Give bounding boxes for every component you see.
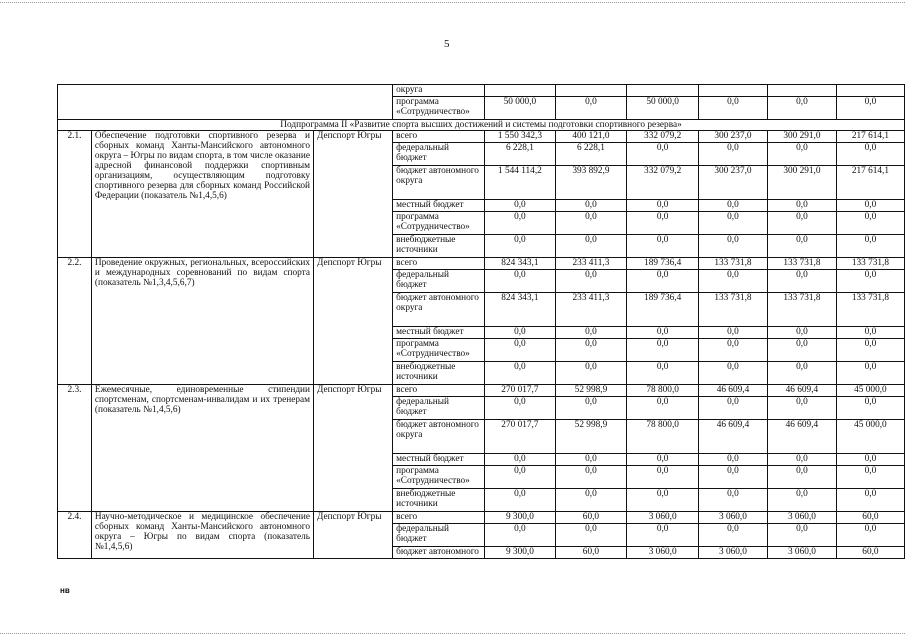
value-cell: 0,0: [767, 235, 836, 258]
value-cell: 0,0: [836, 97, 904, 120]
value-cell: 60,0: [836, 512, 904, 524]
value-cell: 332 079,2: [627, 166, 699, 200]
value-cell: 0,0: [555, 97, 627, 120]
table-row: [58, 85, 905, 97]
subprogram-title: Подпрограмма II «Развитие спорта высших достижений и системы подготовки спортивного резерва»: [58, 120, 905, 131]
table-row: [58, 258, 905, 270]
value-cell: 0,0: [767, 524, 836, 547]
value-cell: 133 731,8: [836, 258, 904, 270]
subprogram-row: [58, 120, 905, 131]
value-cell: 189 736,4: [627, 293, 699, 327]
table-row: [58, 131, 905, 143]
value-cell: 133 731,8: [767, 258, 836, 270]
value-cell: 0,0: [485, 339, 555, 362]
source-cell: внебюджетные источники: [393, 489, 485, 512]
value-cell: 0,0: [767, 270, 836, 293]
value-cell: 78 800,0: [627, 385, 699, 397]
value-cell: 0,0: [699, 524, 768, 547]
value-cell: 0,0: [627, 212, 699, 235]
value-cell: 52 998,9: [555, 385, 627, 397]
value-cell: 0,0: [699, 454, 768, 466]
value-cell: 60,0: [555, 547, 627, 559]
value-cell: 60,0: [836, 547, 904, 559]
value-cell: 0,0: [485, 362, 555, 385]
item-name: Проведение окружных, региональных, всероссийских и международных соревнований по видам спорта (показатель №1,3,4,5,6,7): [91, 258, 313, 385]
value-cell: 0,0: [555, 270, 627, 293]
value-cell: 0,0: [767, 397, 836, 420]
value-cell: 50 000,0: [485, 97, 555, 120]
page-number: 5: [444, 38, 450, 50]
value-cell: 0,0: [836, 270, 904, 293]
value-cell: 0,0: [555, 235, 627, 258]
value-cell: 9 300,0: [485, 547, 555, 559]
value-cell: 0,0: [627, 454, 699, 466]
value-cell: 0,0: [485, 327, 555, 339]
value-cell: 0,0: [485, 235, 555, 258]
value-cell: 0,0: [555, 212, 627, 235]
source-cell: бюджет автономного: [393, 547, 485, 559]
value-cell: 0,0: [627, 466, 699, 489]
item-name: Обеспечение подготовки спортивного резерва и сборных команд Ханты-Мансийского автономного округа – Югры по видам спорта, в том числе оказание адресной финансовой поддержки спортивным организациям, осуществляющим подготовку спортивного резерва для сборных команд Российской Федерации (показатель №1,4,5,6): [91, 131, 313, 258]
value-cell: 217 614,1: [836, 166, 904, 200]
source-cell: программа «Сотрудничество»: [393, 466, 485, 489]
value-cell: 0,0: [627, 235, 699, 258]
value-cell: 0,0: [767, 466, 836, 489]
item-name: Научно-методическое и медицинское обеспечение сборных команд Ханты-Мансийского автономного округа – Югры по видам спорта (показатель №1,4,5,6): [91, 512, 313, 559]
value-cell: [836, 85, 904, 97]
value-cell: 0,0: [767, 200, 836, 212]
value-cell: 217 614,1: [836, 131, 904, 143]
source-cell: внебюджетные источники: [393, 235, 485, 258]
value-cell: 0,0: [836, 454, 904, 466]
source-cell: федеральный бюджет: [393, 524, 485, 547]
value-cell: 46 609,4: [767, 420, 836, 454]
value-cell: 300 237,0: [699, 166, 768, 200]
value-cell: 300 291,0: [767, 166, 836, 200]
merged-blank-cell: [58, 85, 393, 120]
value-cell: 0,0: [627, 200, 699, 212]
value-cell: 0,0: [699, 235, 768, 258]
value-cell: 0,0: [767, 327, 836, 339]
value-cell: 0,0: [485, 397, 555, 420]
value-cell: 0,0: [836, 362, 904, 385]
value-cell: 0,0: [699, 397, 768, 420]
footer-mark: нв: [60, 586, 70, 595]
value-cell: 0,0: [627, 397, 699, 420]
source-cell: федеральный бюджет: [393, 143, 485, 166]
value-cell: 0,0: [767, 339, 836, 362]
value-cell: 0,0: [485, 270, 555, 293]
value-cell: 0,0: [767, 97, 836, 120]
value-cell: 0,0: [836, 397, 904, 420]
value-cell: 45 000,0: [836, 385, 904, 397]
value-cell: 0,0: [836, 339, 904, 362]
source-cell: федеральный бюджет: [393, 270, 485, 293]
value-cell: 6 228,1: [485, 143, 555, 166]
source-cell: бюджет автономного округа: [393, 166, 485, 200]
executor: Депспорт Югры: [314, 131, 393, 258]
value-cell: 0,0: [555, 362, 627, 385]
value-cell: 0,0: [836, 489, 904, 512]
value-cell: 824 343,1: [485, 258, 555, 270]
source-cell: бюджет автономного округа: [393, 420, 485, 454]
value-cell: 0,0: [485, 489, 555, 512]
value-cell: 3 060,0: [767, 547, 836, 559]
executor: Депспорт Югры: [314, 385, 393, 512]
value-cell: 0,0: [485, 200, 555, 212]
value-cell: 133 731,8: [699, 293, 768, 327]
value-cell: 270 017,7: [485, 385, 555, 397]
source-cell: программа «Сотрудничество»: [393, 212, 485, 235]
value-cell: [485, 85, 555, 97]
value-cell: 46 609,4: [699, 385, 768, 397]
value-cell: [555, 85, 627, 97]
value-cell: 0,0: [699, 489, 768, 512]
item-number: 2.3.: [58, 385, 92, 512]
scan-edge-bottom: [0, 633, 905, 636]
value-cell: [627, 85, 699, 97]
value-cell: 3 060,0: [767, 512, 836, 524]
value-cell: 0,0: [699, 466, 768, 489]
value-cell: 78 800,0: [627, 420, 699, 454]
value-cell: 0,0: [767, 489, 836, 512]
value-cell: 0,0: [485, 212, 555, 235]
value-cell: 0,0: [555, 200, 627, 212]
value-cell: 0,0: [485, 524, 555, 547]
source-cell: местный бюджет: [393, 200, 485, 212]
value-cell: 0,0: [485, 454, 555, 466]
source-cell: местный бюджет: [393, 327, 485, 339]
source-cell: бюджет автономного округа: [393, 293, 485, 327]
value-cell: 1 550 342,3: [485, 131, 555, 143]
executor: Депспорт Югры: [314, 512, 393, 559]
item-number: 2.1.: [58, 131, 92, 258]
value-cell: 0,0: [555, 327, 627, 339]
source-cell: внебюджетные источники: [393, 362, 485, 385]
source-cell: всего: [393, 258, 485, 270]
value-cell: 0,0: [555, 489, 627, 512]
value-cell: 0,0: [699, 212, 768, 235]
item-number: 2.4.: [58, 512, 92, 559]
source-cell: программа «Сотрудничество»: [393, 339, 485, 362]
value-cell: 400 121,0: [555, 131, 627, 143]
value-cell: 50 000,0: [627, 97, 699, 120]
value-cell: 0,0: [699, 362, 768, 385]
value-cell: 0,0: [699, 327, 768, 339]
value-cell: 0,0: [555, 466, 627, 489]
value-cell: 9 300,0: [485, 512, 555, 524]
value-cell: 0,0: [627, 270, 699, 293]
value-cell: 824 343,1: [485, 293, 555, 327]
value-cell: 393 892,9: [555, 166, 627, 200]
value-cell: 0,0: [555, 339, 627, 362]
value-cell: 0,0: [836, 143, 904, 166]
value-cell: 0,0: [627, 143, 699, 166]
value-cell: 0,0: [555, 524, 627, 547]
source-cell: всего: [393, 385, 485, 397]
source-cell: программа «Сотрудничество»: [393, 97, 485, 120]
source-cell: всего: [393, 131, 485, 143]
value-cell: 0,0: [699, 97, 768, 120]
value-cell: 233 411,3: [555, 258, 627, 270]
value-cell: 3 060,0: [699, 547, 768, 559]
value-cell: 332 079,2: [627, 131, 699, 143]
value-cell: 0,0: [767, 212, 836, 235]
table-body: [58, 85, 905, 559]
value-cell: 0,0: [836, 466, 904, 489]
value-cell: 3 060,0: [699, 512, 768, 524]
value-cell: 0,0: [699, 200, 768, 212]
value-cell: 0,0: [767, 362, 836, 385]
value-cell: 60,0: [555, 512, 627, 524]
budget-table: [57, 84, 905, 559]
value-cell: 46 609,4: [767, 385, 836, 397]
table-row: [58, 512, 905, 524]
value-cell: 0,0: [836, 327, 904, 339]
value-cell: 52 998,9: [555, 420, 627, 454]
item-number: 2.2.: [58, 258, 92, 385]
value-cell: 0,0: [627, 327, 699, 339]
value-cell: 133 731,8: [699, 258, 768, 270]
value-cell: 270 017,7: [485, 420, 555, 454]
value-cell: 0,0: [627, 524, 699, 547]
source-cell: округа: [393, 85, 485, 97]
source-cell: всего: [393, 512, 485, 524]
value-cell: 0,0: [699, 270, 768, 293]
value-cell: 3 060,0: [627, 547, 699, 559]
scan-edge-top: [0, 2, 905, 5]
value-cell: 3 060,0: [627, 512, 699, 524]
value-cell: 0,0: [485, 466, 555, 489]
value-cell: 0,0: [699, 143, 768, 166]
value-cell: 45 000,0: [836, 420, 904, 454]
item-name: Ежемесячные, единовременные стипендии спортсменам, спортсменам-инвалидам и их тренерам (показатель №1,4,5,6): [91, 385, 313, 512]
value-cell: 46 609,4: [699, 420, 768, 454]
value-cell: 0,0: [767, 143, 836, 166]
value-cell: 0,0: [836, 235, 904, 258]
source-cell: федеральный бюджет: [393, 397, 485, 420]
value-cell: [699, 85, 768, 97]
value-cell: 0,0: [767, 454, 836, 466]
value-cell: 0,0: [555, 454, 627, 466]
value-cell: 0,0: [836, 200, 904, 212]
source-cell: местный бюджет: [393, 454, 485, 466]
value-cell: [767, 85, 836, 97]
executor: Депспорт Югры: [314, 258, 393, 385]
value-cell: 0,0: [627, 339, 699, 362]
value-cell: 133 731,8: [836, 293, 904, 327]
value-cell: 133 731,8: [767, 293, 836, 327]
value-cell: 233 411,3: [555, 293, 627, 327]
value-cell: 0,0: [627, 489, 699, 512]
table-row: [58, 385, 905, 397]
value-cell: 300 291,0: [767, 131, 836, 143]
value-cell: 0,0: [627, 362, 699, 385]
value-cell: 0,0: [836, 524, 904, 547]
value-cell: 1 544 114,2: [485, 166, 555, 200]
value-cell: 0,0: [555, 397, 627, 420]
value-cell: 0,0: [699, 339, 768, 362]
value-cell: 300 237,0: [699, 131, 768, 143]
value-cell: 189 736,4: [627, 258, 699, 270]
value-cell: 6 228,1: [555, 143, 627, 166]
value-cell: 0,0: [836, 212, 904, 235]
